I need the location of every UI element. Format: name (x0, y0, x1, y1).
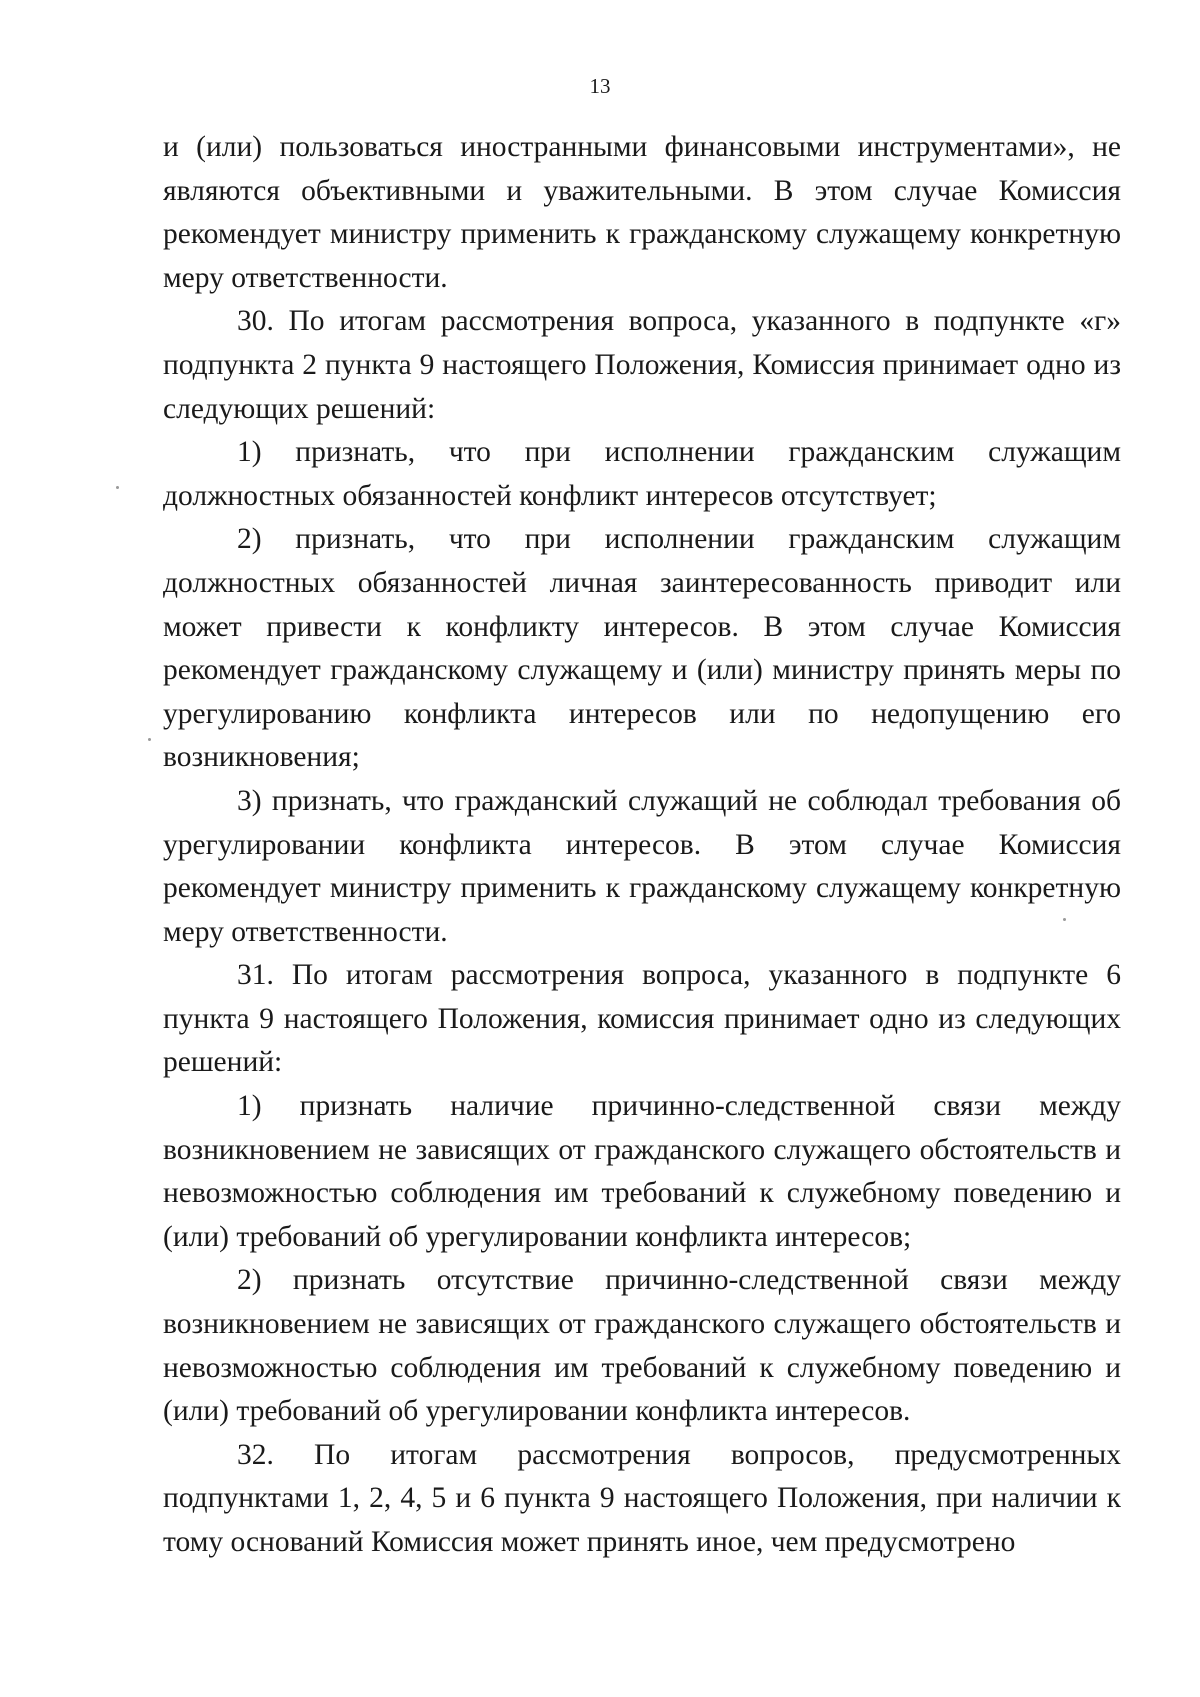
document-body (163, 126, 1121, 1565)
page-number: 13 (589, 74, 611, 98)
paragraph-continuation: и (или) пользоваться иностранными финансовыми инструментами», не являются объективными и уважительными. В этом случае Комиссия рекомендует министру применить к гражданскому служащему конкретную меру ответственности. (163, 131, 1121, 294)
scan-speck (1063, 918, 1066, 921)
paragraph-item-31: 31. По итогам рассмотрения вопроса, указанного в подпункте 6 пункта 9 настоящего Положения, комиссия принимает одно из следующих решений: (163, 959, 1121, 1079)
scan-speck (116, 486, 119, 489)
paragraph-31-option-2: 2) признать отсутствие причинно-следственной связи между возникновением не зависящих от гражданского служащего обстоятельств и невозможностью соблюдения им требований к служебному поведению и (или) требований об урегулировании конфликта интересов. (163, 1264, 1121, 1428)
paragraph-30-option-3: 3) признать, что гражданский служащий не соблюдал требования об урегулировании конфликта интересов. В этом случае Комиссия рекомендует министру применить к гражданскому служащему конкретную меру ответственности. (163, 784, 1121, 948)
paragraph-30-option-2: 2) признать, что при исполнении гражданским служащим должностных обязанностей личная заинтересованность приводит или может привести к конфликту интересов. В этом случае Комиссия рекомендует гражданскому служащему и (или) министру принять меры по урегулированию конфликта интересов или по недопущению его возникновения; (163, 523, 1121, 774)
paragraph-item-32: 32. По итогам рассмотрения вопросов, предусмотренных подпунктами 1, 2, 4, 5 и 6 пункта 9 настоящего Положения, при наличии к тому оснований Комиссия может принять иное, чем предусмотрено (163, 1438, 1121, 1558)
paragraph-30-option-1: 1) признать, что при исполнении гражданским служащим должностных обязанностей конфликт интересов отсутствует; (163, 436, 1121, 512)
scan-speck (148, 738, 151, 741)
paragraph-item-30: 30. По итогам рассмотрения вопроса, указанного в подпункте «г» подпункта 2 пункта 9 настоящего Положения, Комиссия принимает одно из следующих решений: (163, 305, 1121, 425)
paragraph-31-option-1: 1) признать наличие причинно-следственной связи между возникновением не зависящих от гражданского служащего обстоятельств и невозможностью соблюдения им требований к служебному поведению и (или) требований об урегулировании конфликта интересов; (163, 1090, 1121, 1253)
